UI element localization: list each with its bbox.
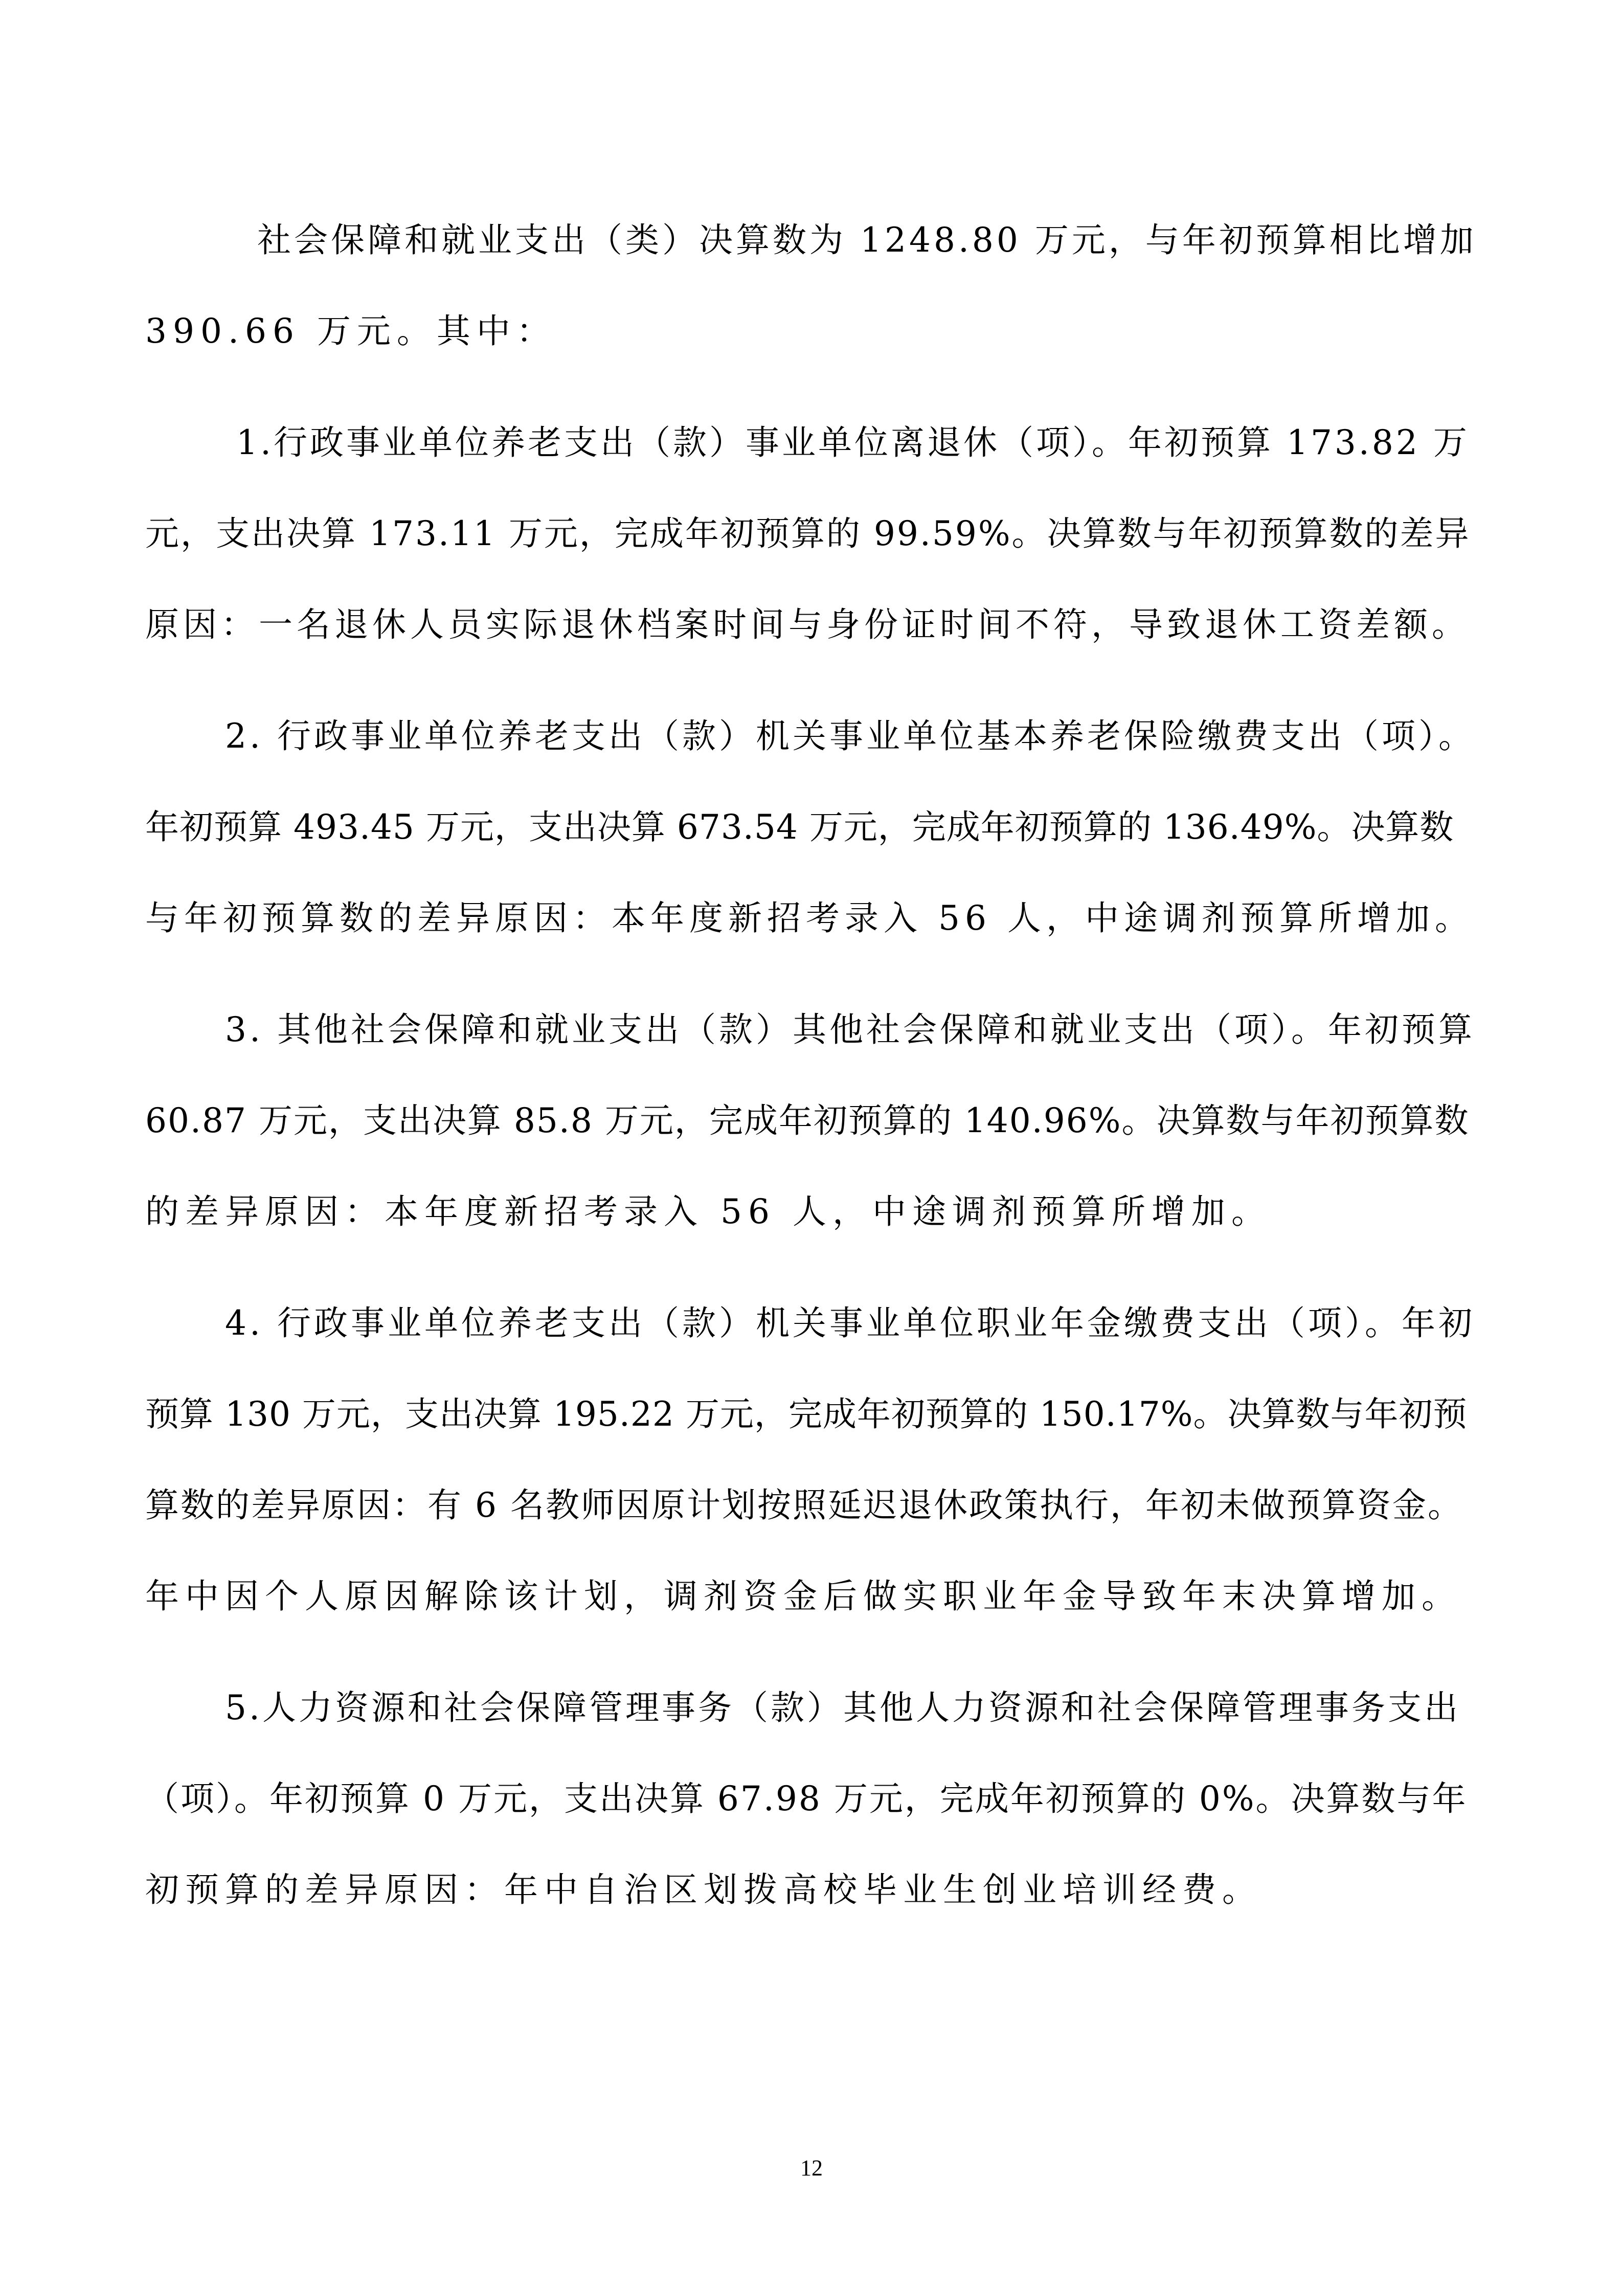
- item-1-line-1: 1.行政事业单位养老支出（款）事业单位离退休（项）。年初预算 173.82 万: [236, 423, 1470, 462]
- item-4-line-3: 算数的差异原因：有 6 名教师因原计划按照延迟退休政策执行，年初未做预算资金。: [145, 1485, 1463, 1525]
- intro-line-1: 社会保障和就业支出（类）决算数为 1248.80 万元，与年初预算相比增加: [257, 220, 1477, 260]
- item-4-line-1: 4. 行政事业单位养老支出（款）机关事业单位职业年金缴费支出（项）。年初: [225, 1303, 1475, 1343]
- item-5-line-3: 初预算的差异原因：年中自治区划拨高校毕业生创业培训经费。: [145, 1870, 1262, 1909]
- item-1-line-3: 原因：一名退休人员实际退休档案时间与身份证时间不符，导致退休工资差额。: [145, 605, 1470, 644]
- page-number: 12: [800, 2155, 823, 2180]
- item-2-line-3: 与年初预算数的差异原因：本年度新招考录入 56 人，中途调剂预算所增加。: [145, 898, 1474, 938]
- item-2-line-1: 2. 行政事业单位养老支出（款）机关事业单位基本养老保险缴费支出（项）。: [225, 716, 1475, 756]
- item-1-line-2: 元，支出决算 173.11 万元，完成年初预算的 99.59%。决算数与年初预算数的差异: [145, 514, 1471, 553]
- item-3-line-3: 的差异原因：本年度新招考录入 56 人，中途调剂预算所增加。: [145, 1192, 1271, 1231]
- item-5-line-2: （项）。年初预算 0 万元，支出决算 67.98 万元，完成年初预算的 0%。决算数与年: [145, 1779, 1468, 1818]
- intro-line-2: 390.66 万元。其中：: [145, 311, 556, 351]
- item-4-line-2: 预算 130 万元，支出决算 195.22 万元，完成年初预算的 150.17%。决算数与年初预: [145, 1394, 1468, 1434]
- item-3-line-1: 3. 其他社会保障和就业支出（款）其他社会保障和就业支出（项）。年初预算: [225, 1010, 1475, 1049]
- item-5-line-1: 5.人力资源和社会保障管理事务（款）其他人力资源和社会保障管理事务支出: [225, 1688, 1460, 1727]
- item-3-line-2: 60.87 万元，支出决算 85.8 万元，完成年初预算的 140.96%。决算数与年初预算数: [145, 1101, 1470, 1140]
- item-2-line-2: 年初预算 493.45 万元，支出决算 673.54 万元，完成年初预算的 136.49%。决算数: [145, 807, 1454, 847]
- item-4-line-4: 年中因个人原因解除该计划，调剂资金后做实职业年金导致年末决算增加。: [145, 1577, 1461, 1616]
